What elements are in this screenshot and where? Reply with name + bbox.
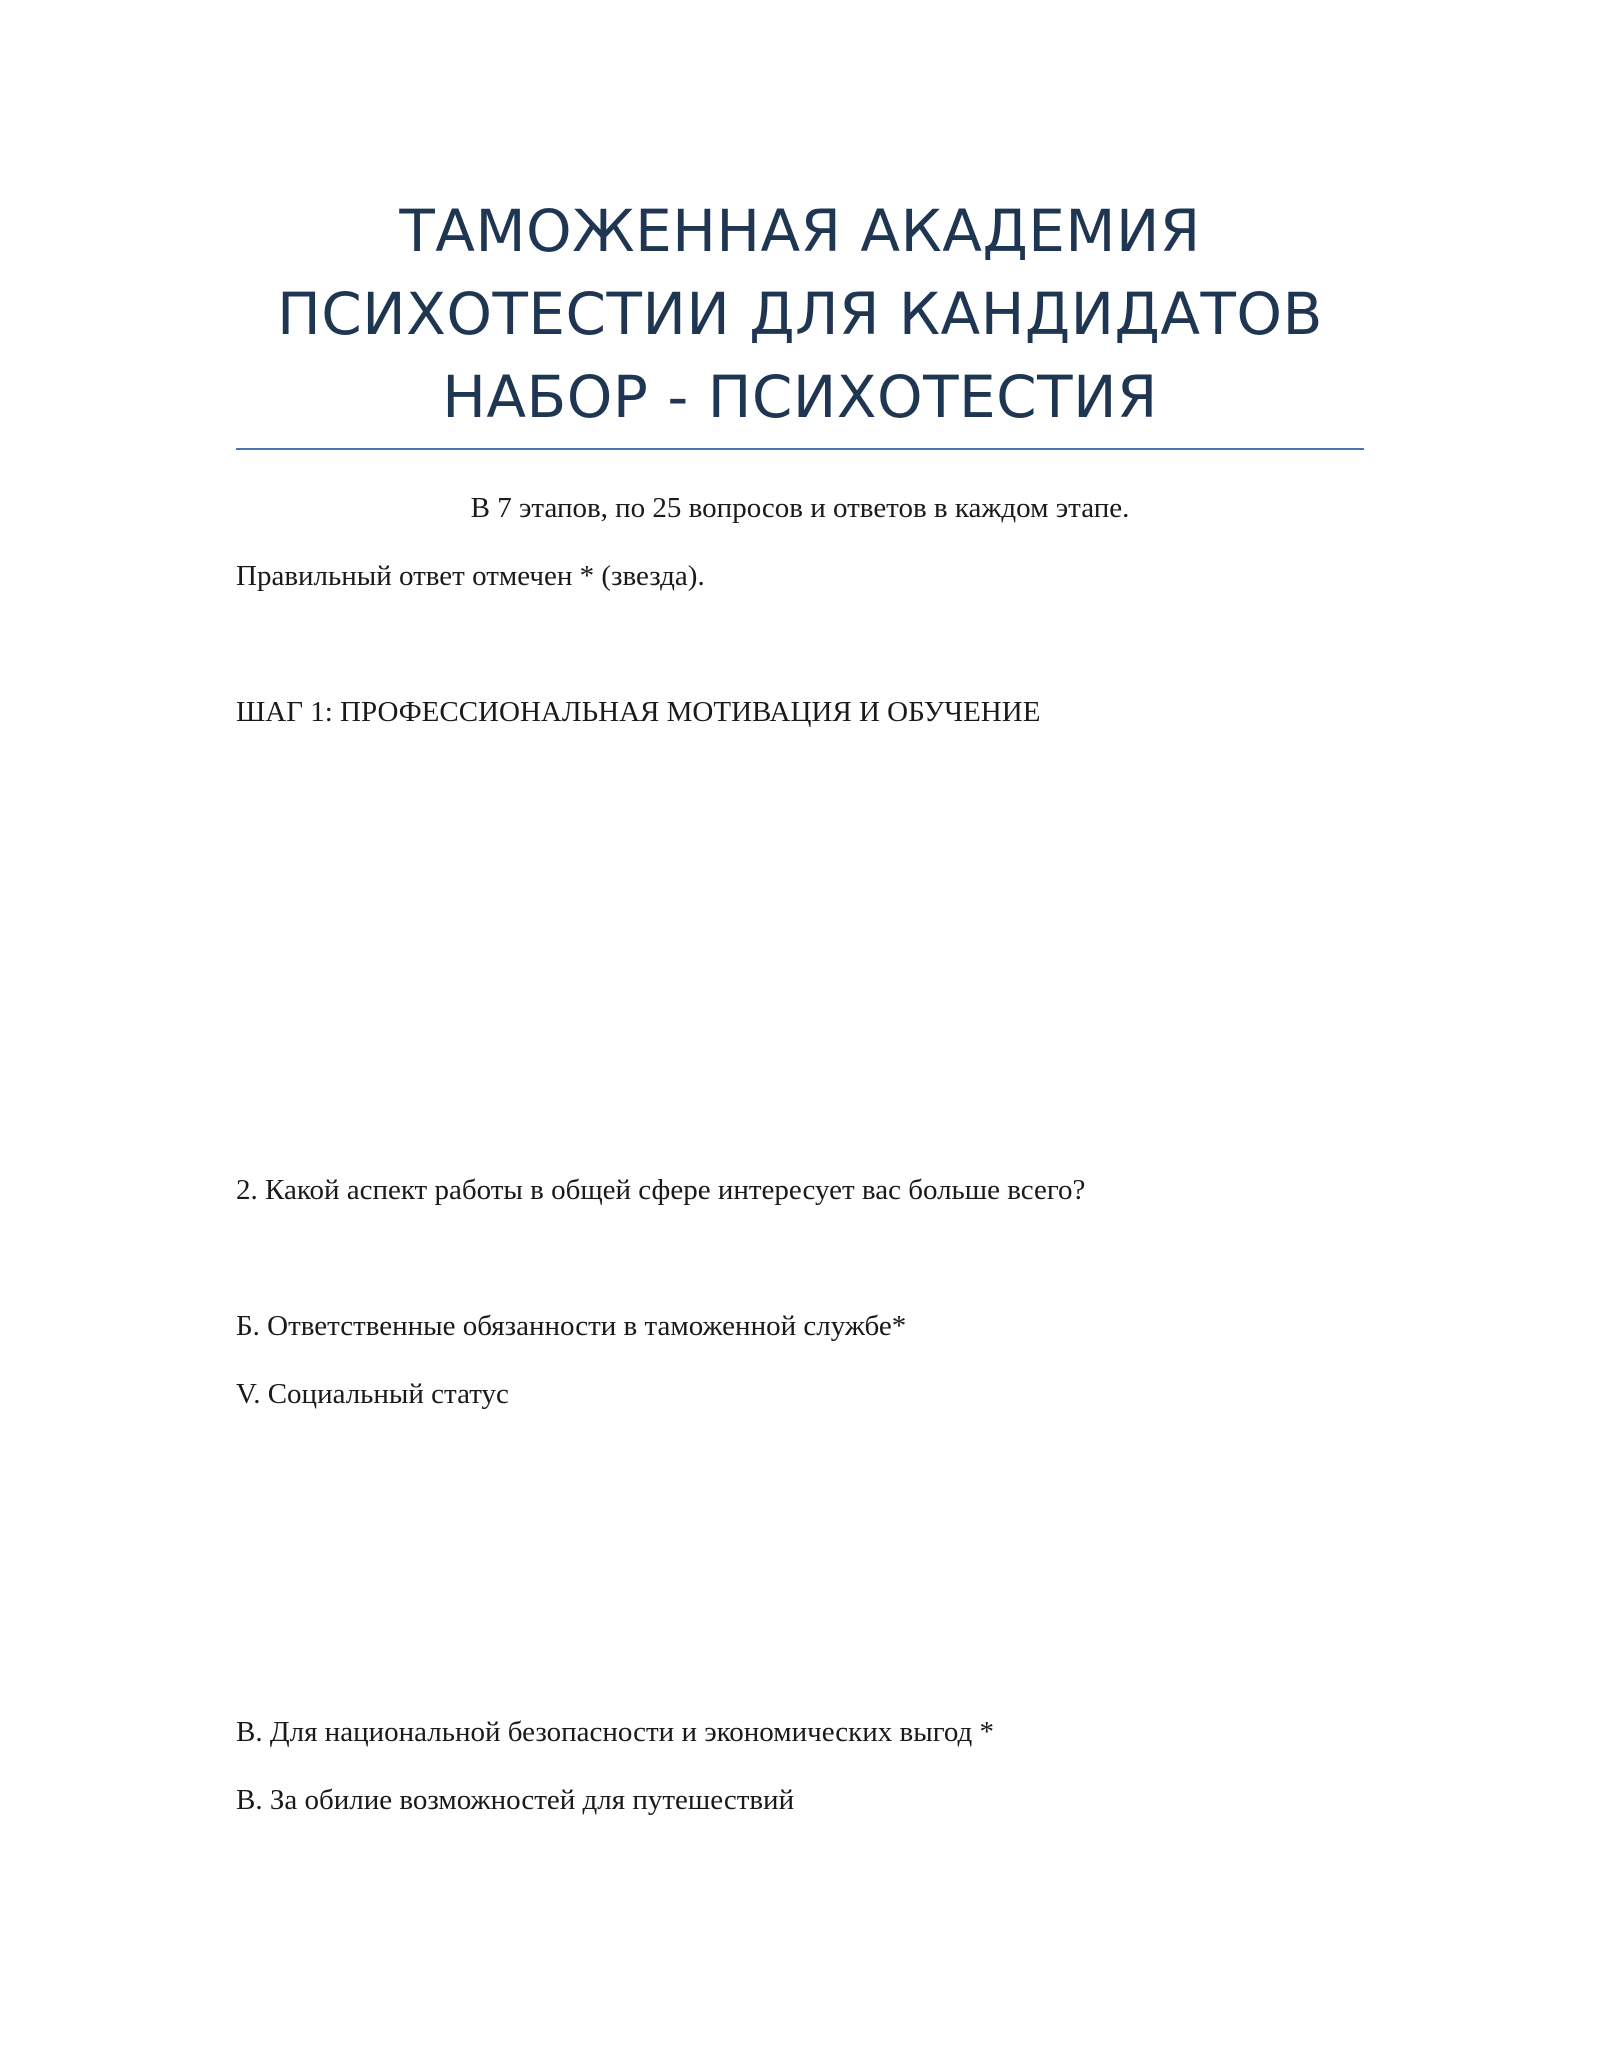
answer-note: Правильный ответ отмечен * (звезда). bbox=[236, 560, 705, 592]
question-2: 2. Какой аспект работы в общей сфере интересует вас больше всего? bbox=[236, 1174, 1086, 1206]
answer-v-social-status: V. Социальный статус bbox=[236, 1378, 509, 1410]
answer-b-customs-duty: Б. Ответственные обязанности в таможенной службе* bbox=[236, 1310, 907, 1342]
title-divider bbox=[236, 448, 1364, 450]
step-heading: ШАГ 1: ПРОФЕССИОНАЛЬНАЯ МОТИВАЦИЯ И ОБУЧЕНИЕ bbox=[236, 696, 1041, 728]
title-line-academy: ТАМОЖЕННАЯ АКАДЕМИЯ bbox=[399, 197, 1201, 265]
intro-text: В 7 этапов, по 25 вопросов и ответов в каждом этапе. bbox=[470, 492, 1130, 524]
title-line-recruitment: НАБОР - ПСИХОТЕСТИЯ bbox=[442, 363, 1158, 431]
answer-v-travel: В. За обилие возможностей для путешествий bbox=[236, 1784, 795, 1816]
answer-v-national-security: В. Для национальной безопасности и экономических выгод * bbox=[236, 1716, 995, 1748]
title-line-psychotests: ПСИХОТЕСТИИ ДЛЯ КАНДИДАТОВ bbox=[277, 280, 1323, 348]
document-title bbox=[236, 190, 1364, 439]
